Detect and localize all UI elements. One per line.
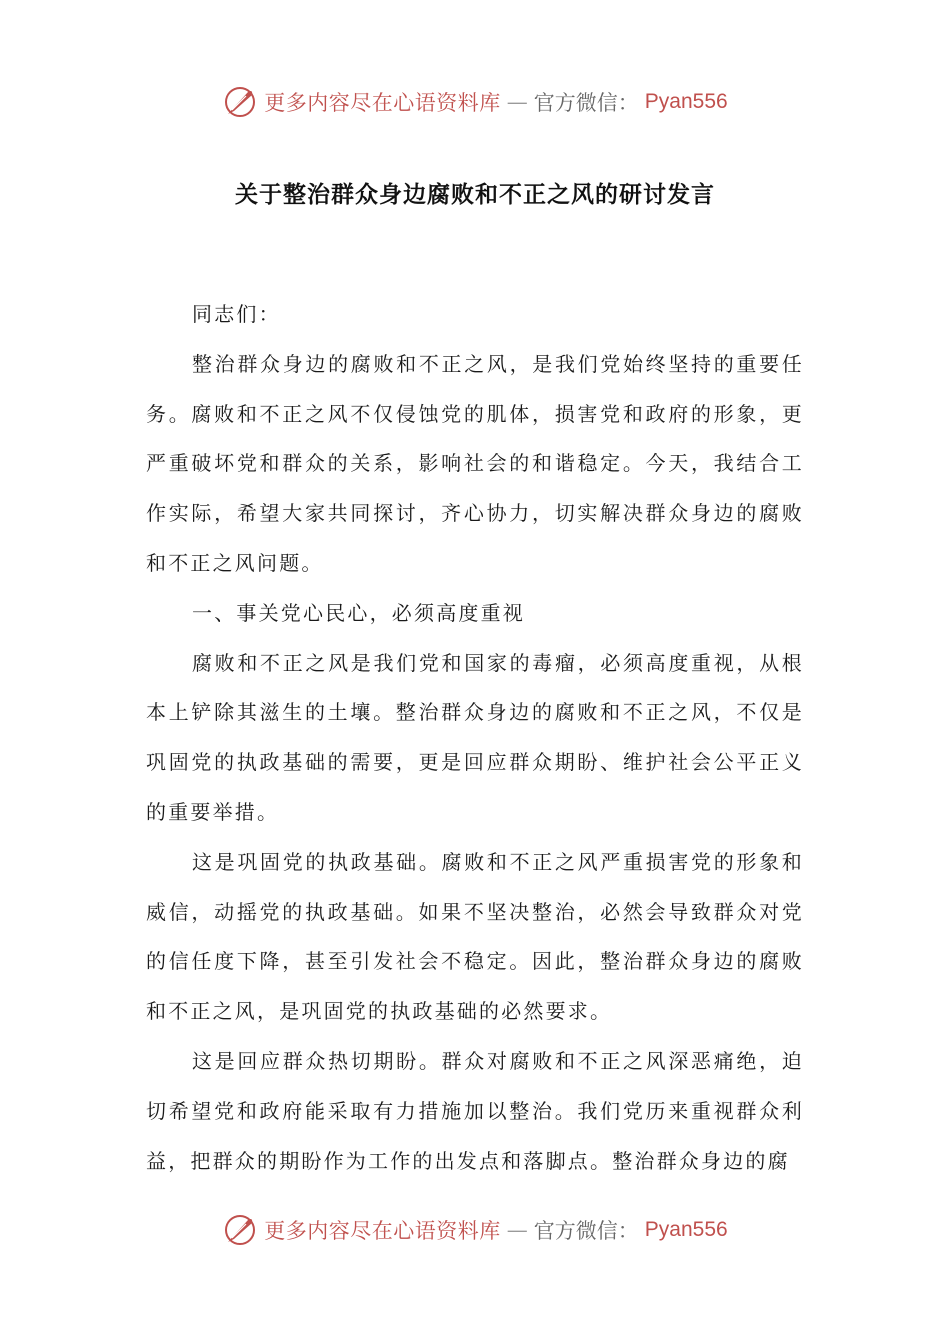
footer-watermark xyxy=(0,1208,950,1252)
salutation: 同志们： xyxy=(192,302,281,326)
watermark-wechat-label: 官方微信： xyxy=(533,1219,639,1243)
watermark-wechat-id: Pyan556 xyxy=(644,90,728,113)
body-paragraph: 这是巩固党的执政基础。腐败和不正之风严重损害党的形象和威信，动摇党的执政基础。如果不坚决整治，必然会导致群众对党的信任度下降，甚至引发社会不稳定。因此，整治群众身边的腐败和不正之风，是巩固党的执政基础的必然要求。 xyxy=(146,849,804,1024)
section-heading: 一、事关党心民心，必须高度重视 xyxy=(192,600,525,625)
watermark-wechat-label: 官方微信： xyxy=(533,91,639,115)
watermark-separator: — xyxy=(506,90,528,114)
body-paragraph: 腐败和不正之风是我们党和国家的毒瘤，必须高度重视，从根本上铲除其滋生的土壤。整治群众身边的腐败和不正之风，不仅是巩固党的执政基础的需要，更是回应群众期盼、维护社会公平正义的重要举措。 xyxy=(146,650,804,824)
body-paragraph: 这是回应群众热切期盼。群众对腐败和不正之风深恶痛绝，迫切希望党和政府能采取有力措施加以整治。我们党历来重视群众利益，把群众的期盼作为工作的出发点和落脚点。整治群众身边的腐 xyxy=(146,1048,804,1173)
watermark-text: 更多内容尽在心语资料库 xyxy=(264,91,501,115)
watermark-text: 更多内容尽在心语资料库 xyxy=(264,1219,501,1243)
header-watermark xyxy=(0,80,950,124)
quill-logo-icon xyxy=(222,1212,258,1248)
watermark-separator: — xyxy=(506,1218,528,1242)
body-paragraph: 整治群众身边的腐败和不正之风，是我们党始终坚持的重要任务。腐败和不正之风不仅侵蚀党的肌体，损害党和政府的形象，更严重破坏党和群众的关系，影响社会的和谐稳定。今天，我结合工作实际，希望大家共同探讨，齐心协力，切实解决群众身边的腐败和不正之风问题。 xyxy=(146,351,804,575)
document-title: 关于整治群众身边腐败和不正之风的研讨发言 xyxy=(235,182,715,208)
watermark-wechat-id: Pyan556 xyxy=(644,1218,728,1241)
quill-logo-icon xyxy=(222,84,258,120)
document-body xyxy=(146,290,804,1186)
